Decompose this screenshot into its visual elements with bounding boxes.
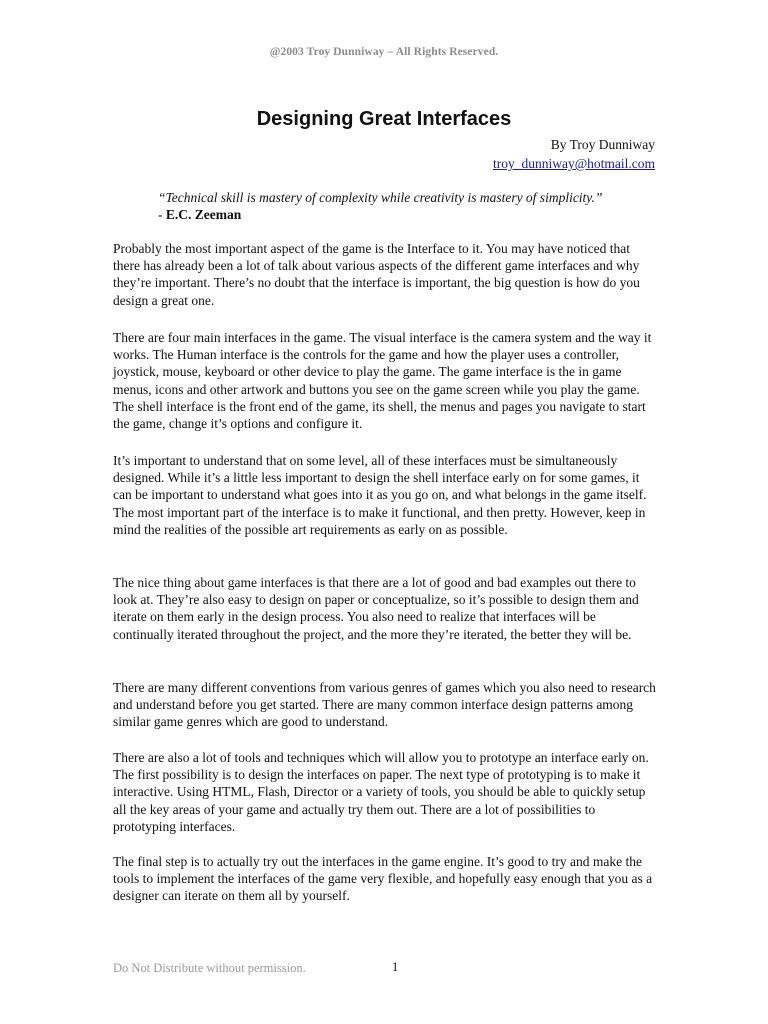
epigraph-quote (158, 189, 608, 223)
copyright-header: @2003 Troy Dunniway – All Rights Reserved. (269, 46, 499, 58)
distribution-notice: Do Not Distribute without permission. (113, 961, 306, 975)
paragraph-5: There are many different conventions from various genres of games which you also need to research and understand before you get started. There are many common interface design patterns among similar game genres which are good to understand. (113, 680, 656, 730)
document-title: Designing Great Interfaces (256, 108, 512, 130)
paragraph-2: There are four main interfaces in the game. The visual interface is the camera system and the way it works. The Human interface is the controls for the game and how the player uses a controller, joystick, mouse, keyboard or other device to play the game. The game interface is the in game menus, icons and other artwork and buttons you see on the game screen while you play the game. The shell interface is the front end of the game, its shell, the menus and pages you navigate to start the game, change it’s options and configure it. (113, 330, 652, 432)
paragraph-7: The final step is to actually try out the interfaces in the game engine. It’s good to try and make the tools to implement the interfaces of the game very flexible, and hopefully easy enough that you as a designer can iterate on them all by yourself. (113, 854, 653, 904)
paragraph-4: The nice thing about game interfaces is that there are a lot of good and bad examples out there to look at. They’re also easy to design on paper or conceptualize, so it’s possible to design them and iterate on them early in the design process. You also need to realize that interfaces will be continually iterated throughout the project, and the more they’re iterated, the better they will be. (113, 575, 639, 642)
paragraph-3: It’s important to understand that on some level, all of these interfaces must be simultaneously designed. While it’s a little less important to design the shell interface early on for some games, it can be important to understand what goes into it as you go on, and what belongs in the game itself. The most important part of the interface is to make it functional, and then pretty. However, keep in mind the realities of the possible art requirements as early on as possible. (113, 453, 647, 537)
quote-dash: - (158, 207, 166, 222)
quote-text: “Technical skill is mastery of complexity while creativity is mastery of simplicity.” (158, 190, 603, 205)
author-byline: By Troy Dunniway (550, 137, 655, 152)
author-email-link[interactable]: troy_dunniway@hotmail.com (492, 156, 655, 171)
paragraph-1: Probably the most important aspect of the game is the Interface to it. You may have noticed that there has already been a lot of talk about various aspects of the different game interfaces and why they’re important. There’s no doubt that the interface is important, the big question is how do you design a great one. (113, 241, 640, 308)
paragraph-6: There are also a lot of tools and techniques which will allow you to prototype an interface early on. The first possibility is to design the interfaces on paper. The next type of prototyping is to make it interactive. Using HTML, Flash, Director or a variety of tools, you should be able to quickly setup all the key areas of your game and actually try them out. There are a lot of possibilities to prototyping interfaces. (113, 750, 649, 834)
quote-author: E.C. Zeeman (165, 207, 242, 222)
page-number: 1 (392, 960, 399, 974)
